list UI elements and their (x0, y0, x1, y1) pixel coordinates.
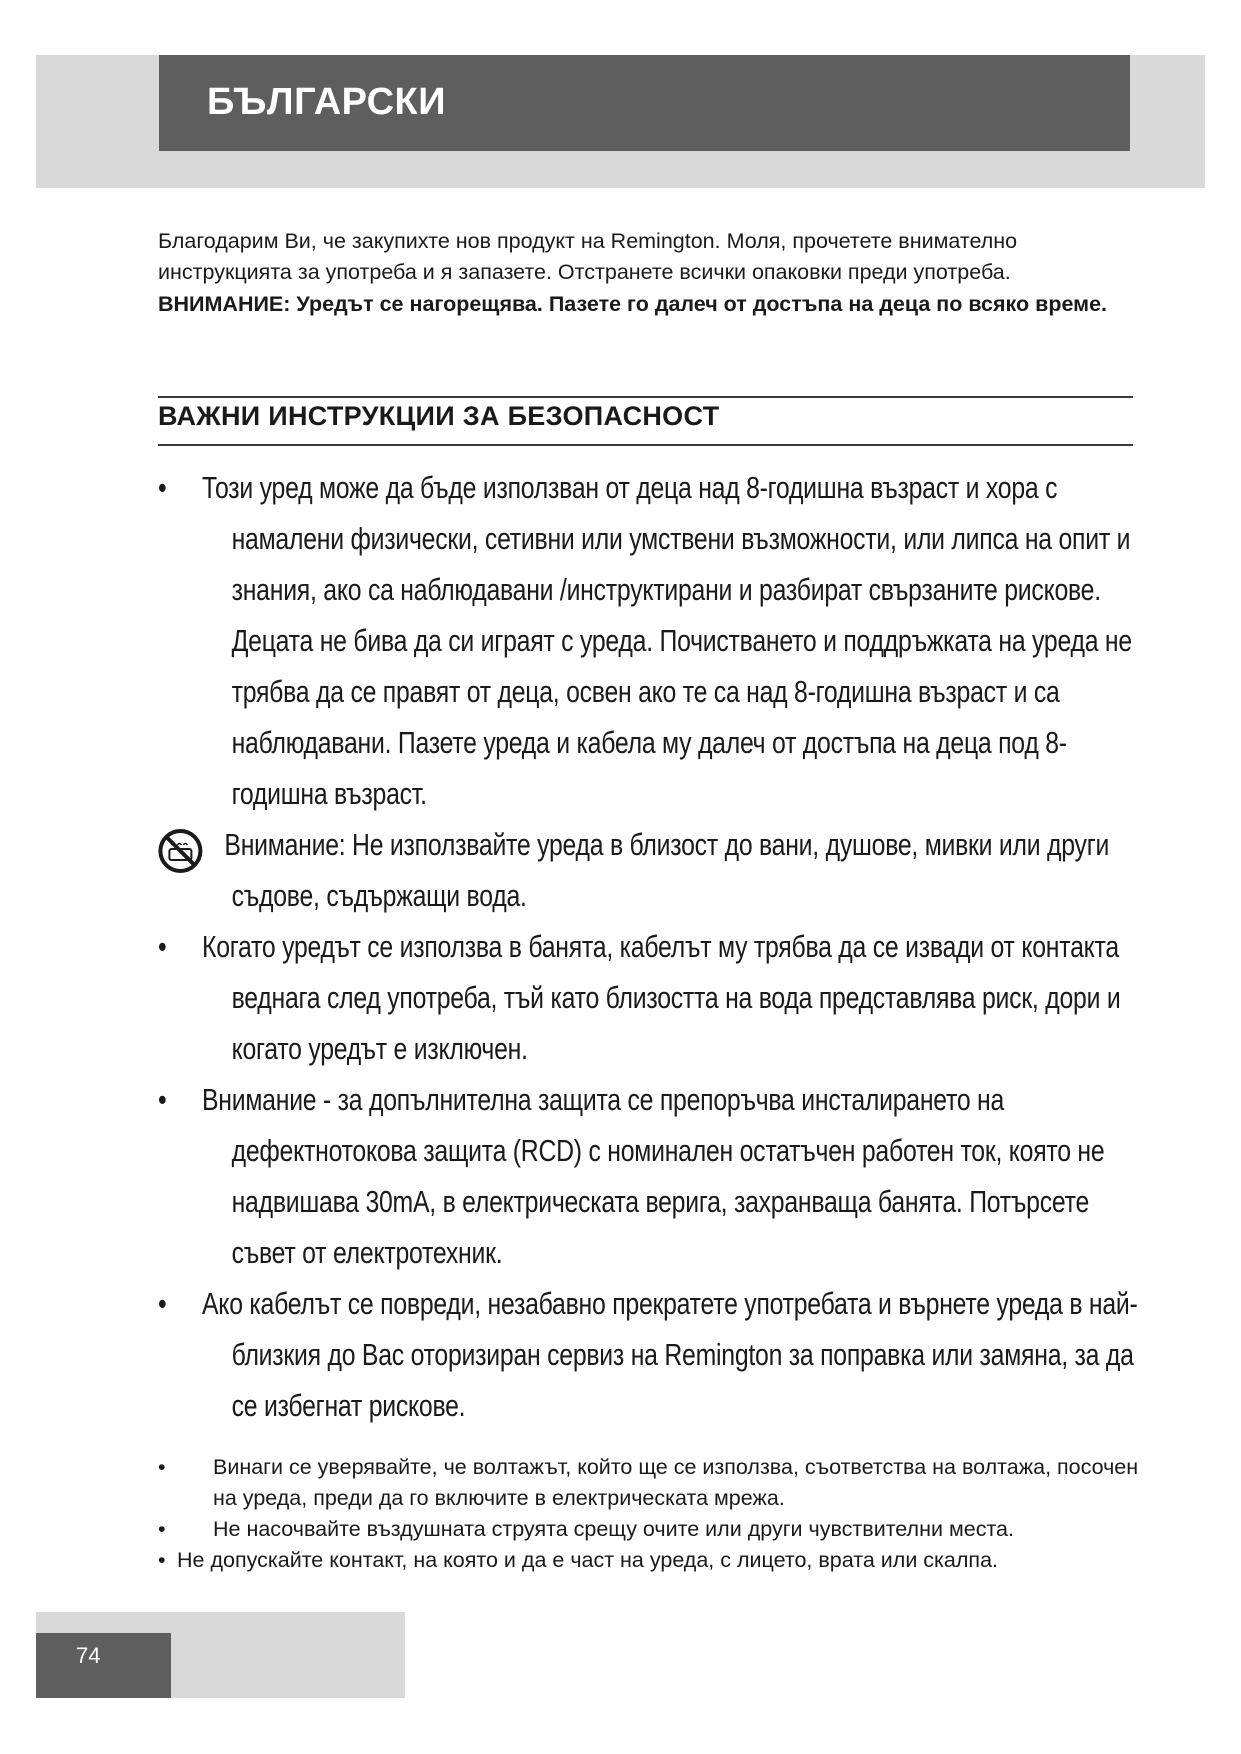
bullet: • (158, 470, 167, 505)
intro-paragraph: Благодарим Ви, че закупихте нов продукт на Remington. Моля, прочетете внимателно инструкцията за употреба и я запазете. Отстранете всички опаковки преди употреба. (158, 229, 1018, 284)
section-heading: ВАЖНИ ИНСТРУКЦИИ ЗА БЕЗОПАСНОСТ (158, 401, 720, 431)
section-rule-bottom (158, 444, 1133, 446)
list-item (158, 1074, 1150, 1278)
page-title: БЪЛГАРСКИ (207, 81, 447, 123)
page-number-tab (36, 1633, 171, 1698)
safety-list (158, 462, 1150, 1431)
bullet: • (158, 929, 167, 964)
list-item-text: Когато уредът се използва в банята, кабелът му трябва да се извади от контакта веднага след употреба, тъй като близостта на вода представлява риск, дори и когато уредът е изключен. (202, 929, 1121, 1066)
bullet: • (158, 1286, 167, 1321)
small-list-item-text: Не насочвайте въздушната струята срещу очите или други чувствителни места. (213, 1517, 1014, 1541)
small-list-item-text: Не допускайте контакт, на която и да е част на уреда, с лицето, врата или скалпа. (177, 1548, 998, 1572)
page-number: 74 (76, 1643, 101, 1668)
small-list (158, 1452, 1148, 1576)
bullet: • (158, 1455, 166, 1479)
bullet: • (158, 1082, 167, 1117)
list-item-text: Внимание: Не използвайте уреда в близост до вани, душове, мивки или други съдове, съдържащи вода. (224, 827, 1110, 913)
list-item-text: Ако кабелът се повреди, незабавно прекратете употребата и върнете уреда в най-близкия до Вас оторизиран сервиз на Remington за поправка или замяна, за да се избегнат рискове. (202, 1286, 1138, 1423)
bullet: • (158, 1517, 166, 1541)
small-list-item (158, 1545, 1148, 1576)
small-list-item-text: Винаги се уверявайте, че волтажът, който ще се използва, съответства на волтажа, посочен на уреда, преди да го включите в електрическата мрежа. (213, 1455, 1139, 1510)
section-rule-top (158, 396, 1133, 398)
list-item (158, 921, 1150, 1074)
small-list-item (158, 1452, 1148, 1514)
intro-warning: ВНИМАНИЕ: Уредът се нагорещява. Пазете го далеч от достъпа на деца по всяко време. (158, 292, 1108, 316)
small-list-item (158, 1514, 1148, 1545)
list-item-warning (158, 819, 1150, 921)
list-item-text: Този уред може да бъде използван от деца над 8-годишна възраст и хора с намалени физически, сетивни или умствени възможности, или липса на опит и знания, ако са наблюдавани /инструктирани и разбират свързаните рискове. Децата не бива да си играят с уреда. Почистването и поддръжката на уреда не трябва да се правят от деца, освен ако те са над 8-годишна възраст и са наблюдавани. Пазете уреда и кабела му далеч от достъпа на деца под 8-годишна възраст. (202, 470, 1132, 811)
list-item (158, 462, 1150, 819)
list-item-text: Внимание - за допълнителна защита се препоръчва инсталирането на дефектнотокова защита (RCD) с номинален остатъчен работен ток, която не надвишава 30mA, в електрическата верига, захранваща банята. Потърсете съвет от електротехник. (202, 1082, 1105, 1270)
no-water-icon (156, 827, 206, 877)
title-bar (159, 55, 1130, 151)
bullet: • (158, 1548, 166, 1572)
intro-block (158, 226, 1133, 320)
list-item (158, 1278, 1150, 1431)
